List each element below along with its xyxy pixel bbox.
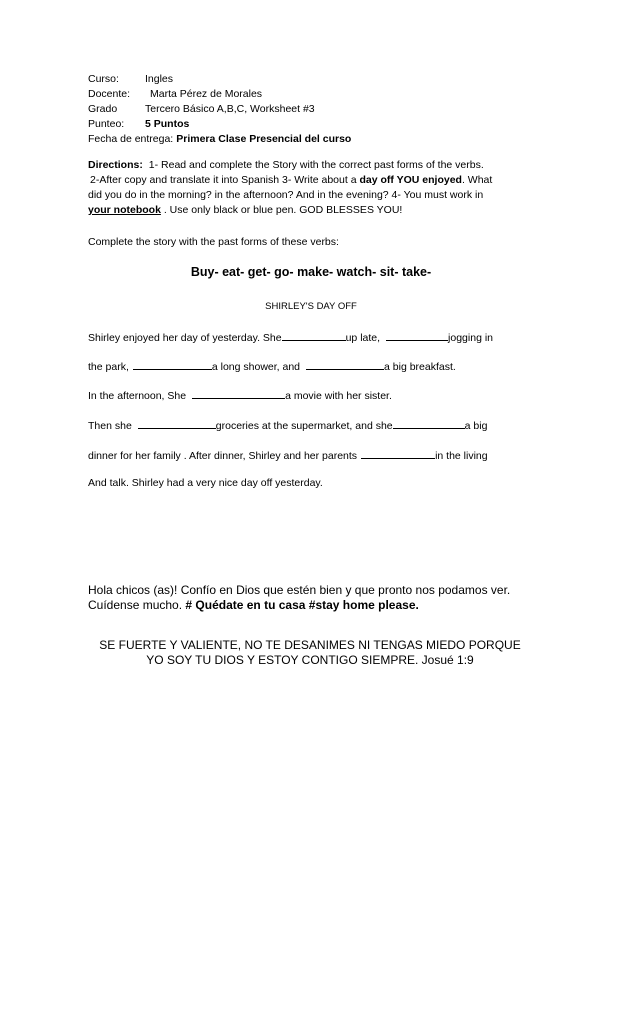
instruction-text: Complete the story with the past forms of these verbs: [88,236,339,248]
story-text: a long shower, and [211,361,301,373]
curso-value: Ingles [145,73,174,85]
directions-label: Directions: [88,159,143,171]
fecha-label: Fecha de entrega: [88,133,174,145]
punteo-value: 5 Puntos [145,118,190,130]
story-line-1 [88,329,493,344]
blank-2 [386,329,448,341]
grado-value: Tercero Básico A,B,C, Worksheet #3 [145,103,315,115]
punteo-label: Punteo: [88,118,125,130]
verbs-list: Buy- eat- get- go- make- watch- sit- take- [190,265,432,279]
directions-line1: 1- Read and complete the Story with the correct past forms of the verbs. [148,159,484,171]
story-title: SHIRLEY'S DAY OFF [265,301,357,312]
directions-line2-c: . What [461,174,493,186]
curso-label: Curso: [88,73,119,85]
story-line-2 [88,358,456,373]
curso-row [88,72,548,87]
directions-day-off: day off YOU enjoyed [359,174,462,186]
story-text: In the afternoon, She [88,390,187,402]
story-line-6: And talk. Shirley had a very nice day off yesterday. [88,477,323,489]
bible-verse [60,638,560,668]
blank-5 [192,387,285,399]
verse-line1: SE FUERTE Y VALIENTE, NO TE DESANIMES NI TENGAS MIEDO PORQUE [99,638,521,652]
story-text: groceries at the supermarket, and she [215,420,393,432]
fecha-value: Primera Clase Presencial del curso [176,133,352,145]
story-text: a big [464,420,488,432]
story-text: dinner for her family . After dinner, Shirley and her parents [88,450,358,462]
story-text: the park, [88,361,129,373]
blank-4 [306,358,384,370]
blank-1 [282,329,346,341]
story-text: up late, [345,332,381,344]
blank-3 [133,358,212,370]
story-text: a big breakfast. [384,361,456,373]
docente-row [88,87,548,102]
story-text: a movie with her sister. [285,390,392,402]
story-text: in the living [435,450,488,462]
story-line-5 [88,447,488,462]
directions-line4-b: . Use only black or blue pen. GOD BLESSES YOU! [160,204,403,216]
punteo-row [88,117,548,132]
grado-row [88,102,548,117]
story-text: Shirley enjoyed her day of yesterday. She [88,332,282,344]
docente-label: Docente: [88,88,131,100]
blank-6 [138,417,216,429]
docente-value: Marta Pérez de Morales [150,88,263,100]
verse-line2: YO SOY TU DIOS Y ESTOY CONTIGO SIEMPRE. Josué 1:9 [146,653,474,667]
header-block [88,72,548,147]
story-text: Then she [88,420,132,432]
directions-line2-a: 2-After copy and translate it into Spanish 3- Write about a [90,174,360,186]
story-text: jogging in [448,332,493,344]
greeting-line1: Hola chicos (as)! Confío en Dios que estén bien y que pronto nos podamos ver. [88,583,511,597]
story-line-3 [88,387,392,402]
grado-label: Grado [88,103,118,115]
story-line-4 [88,417,487,432]
directions-line3: did you do in the morning? in the afternoon? And in the evening? 4- You must work in [88,189,484,201]
greeting-message [88,583,538,613]
greeting-hashtags: # Quédate en tu casa #stay home please. [185,598,419,612]
blank-8 [361,447,435,459]
fecha-row [88,132,548,147]
greeting-line2-a: Cuídense mucho. [88,598,186,612]
blank-7 [393,417,465,429]
directions-block [88,158,548,218]
directions-notebook: your notebook [88,204,161,216]
